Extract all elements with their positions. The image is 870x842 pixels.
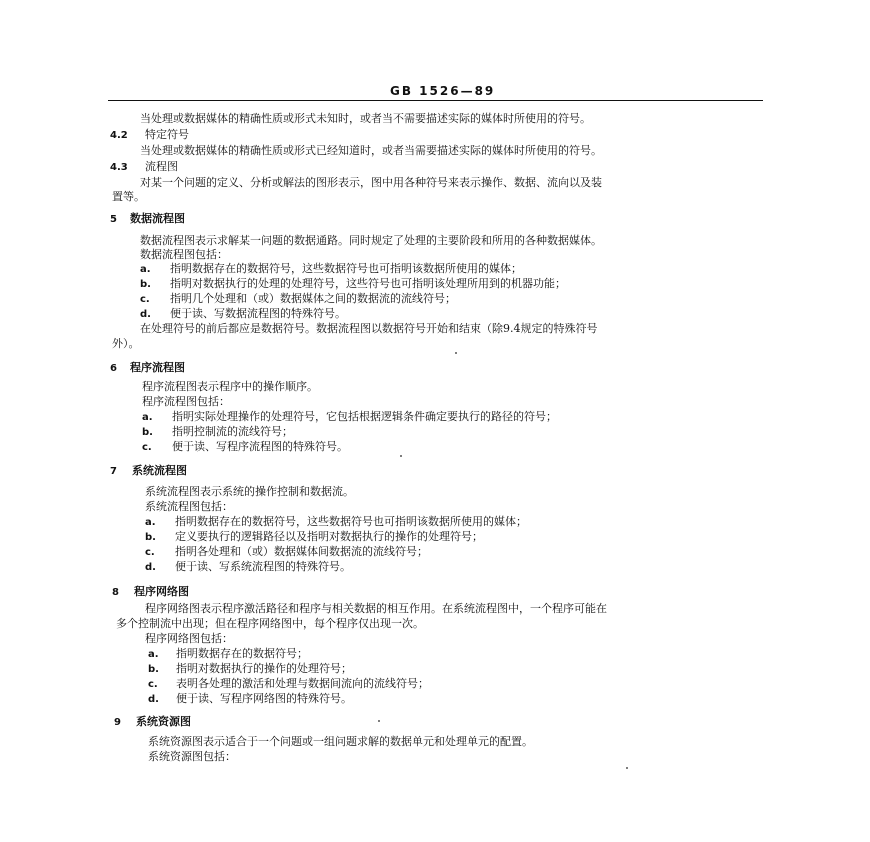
s6-title: 程序流程图 xyxy=(130,361,185,374)
s7-item-b: 定义要执行的逻辑路径以及指明对数据执行的操作的处理符号； xyxy=(175,530,483,543)
s43-text-1: 对某一个问题的定义、分析或解法的图形表示，图中用各种符号来表示操作、数据、流向以及装 xyxy=(140,176,602,189)
s8-item-c: 表明各处理的激活和处理与数据间流向的流线符号； xyxy=(176,677,429,690)
s5-item-c-mark: c. xyxy=(140,294,150,305)
s7-item-d: 便于读、写系统流程图的特殊符号。 xyxy=(175,560,351,573)
scan-speck xyxy=(626,767,628,769)
s42-text: 当处理或数据媒体的精确性质或形式已经知道时，或者当需要描述实际的媒体时所使用的符号。 xyxy=(140,144,602,157)
s8-item-b: 指明对数据执行的操作的处理符号； xyxy=(176,662,352,675)
s6-number: 6 xyxy=(110,363,117,374)
s8-p2: 程序网络图包括： xyxy=(145,632,233,645)
s6-item-c: 便于读、写程序流程图的特殊符号。 xyxy=(172,440,348,453)
s42-title: 特定符号 xyxy=(145,128,189,141)
s7-p1: 系统流程图表示系统的操作控制和数据流。 xyxy=(145,485,354,498)
s8-item-d: 便于读、写程序网络图的特殊符号。 xyxy=(176,692,352,705)
s7-item-c: 指明各处理和（或）数据媒体间数据流的流线符号； xyxy=(175,545,428,558)
s6-item-b: 指明控制流的流线符号； xyxy=(172,425,293,438)
s6-item-a-mark: a. xyxy=(142,412,153,423)
scan-speck xyxy=(400,455,402,457)
s7-item-a-mark: a. xyxy=(145,517,156,528)
s5-item-a: 指明数据存在的数据符号，这些数据符号也可指明该数据所使用的媒体； xyxy=(170,262,522,275)
s6-p2: 程序流程图包括： xyxy=(142,395,230,408)
header-rule xyxy=(108,100,763,101)
s43-text-2: 置等。 xyxy=(112,190,145,203)
standard-number-header: GB 1526—89 xyxy=(390,84,496,98)
s6-item-a: 指明实际处理操作的处理符号，它包括根据逻辑条件确定要执行的路径的符号； xyxy=(172,410,557,423)
s5-number: 5 xyxy=(110,214,117,225)
s9-title: 系统资源图 xyxy=(136,715,191,728)
s8-item-a: 指明数据存在的数据符号； xyxy=(176,647,308,660)
s5-item-b-mark: b. xyxy=(140,279,151,290)
s43-title: 流程图 xyxy=(145,160,178,173)
s6-p1: 程序流程图表示程序中的操作顺序。 xyxy=(142,380,318,393)
s5-p3-2: 外）。 xyxy=(112,337,140,350)
s4-intro: 当处理或数据媒体的精确性质或形式未知时，或者当不需要描述实际的媒体时所使用的符号。 xyxy=(140,112,591,125)
s7-number: 7 xyxy=(110,466,117,477)
s5-p1: 数据流程图表示求解某一问题的数据通路。同时规定了处理的主要阶段和所用的各种数据媒体。 xyxy=(140,234,602,247)
s9-p1: 系统资源图表示适合于一个问题或一组问题求解的数据单元和处理单元的配置。 xyxy=(148,735,533,748)
s8-title: 程序网络图 xyxy=(134,585,189,598)
s7-item-d-mark: d. xyxy=(145,562,156,573)
s8-number: 8 xyxy=(112,587,119,598)
scan-speck xyxy=(455,352,457,354)
s5-item-c: 指明几个处理和（或）数据媒体之间的数据流的流线符号； xyxy=(170,292,456,305)
s43-number: 4.3 xyxy=(110,162,128,173)
s5-item-d-mark: d. xyxy=(140,309,151,320)
s9-p2: 系统资源图包括： xyxy=(148,750,236,763)
s42-number: 4.2 xyxy=(110,130,128,141)
s8-p1-2: 多个控制流中出现；但在程序网络图中，每个程序仅出现一次。 xyxy=(116,617,424,630)
s8-item-a-mark: a. xyxy=(148,649,159,660)
s5-p3-1: 在处理符号的前后都应是数据符号。数据流程图以数据符号开始和结束（除9.4规定的特殊符号 xyxy=(140,322,598,335)
s5-title: 数据流程图 xyxy=(130,212,185,225)
s7-title: 系统流程图 xyxy=(132,464,187,477)
s7-item-a: 指明数据存在的数据符号，这些数据符号也可指明该数据所使用的媒体； xyxy=(175,515,527,528)
s8-p1-1: 程序网络图表示程序激活路径和程序与相关数据的相互作用。在系统流程图中，一个程序可能在 xyxy=(145,602,607,615)
s8-item-d-mark: d. xyxy=(148,694,159,705)
s6-item-c-mark: c. xyxy=(142,442,152,453)
s6-item-b-mark: b. xyxy=(142,427,153,438)
s8-item-b-mark: b. xyxy=(148,664,159,675)
s5-item-a-mark: a. xyxy=(140,264,151,275)
s7-p2: 系统流程图包括： xyxy=(145,500,233,513)
s8-item-c-mark: c. xyxy=(148,679,158,690)
s7-item-c-mark: c. xyxy=(145,547,155,558)
s5-item-b: 指明对数据执行的处理的处理符号，这些符号也可指明该处理所用到的机器功能； xyxy=(170,277,566,290)
s9-number: 9 xyxy=(114,717,121,728)
s7-item-b-mark: b. xyxy=(145,532,156,543)
s5-item-d: 便于读、写数据流程图的特殊符号。 xyxy=(170,307,346,320)
scan-speck xyxy=(378,720,380,722)
s5-p2: 数据流程图包括： xyxy=(140,248,228,261)
